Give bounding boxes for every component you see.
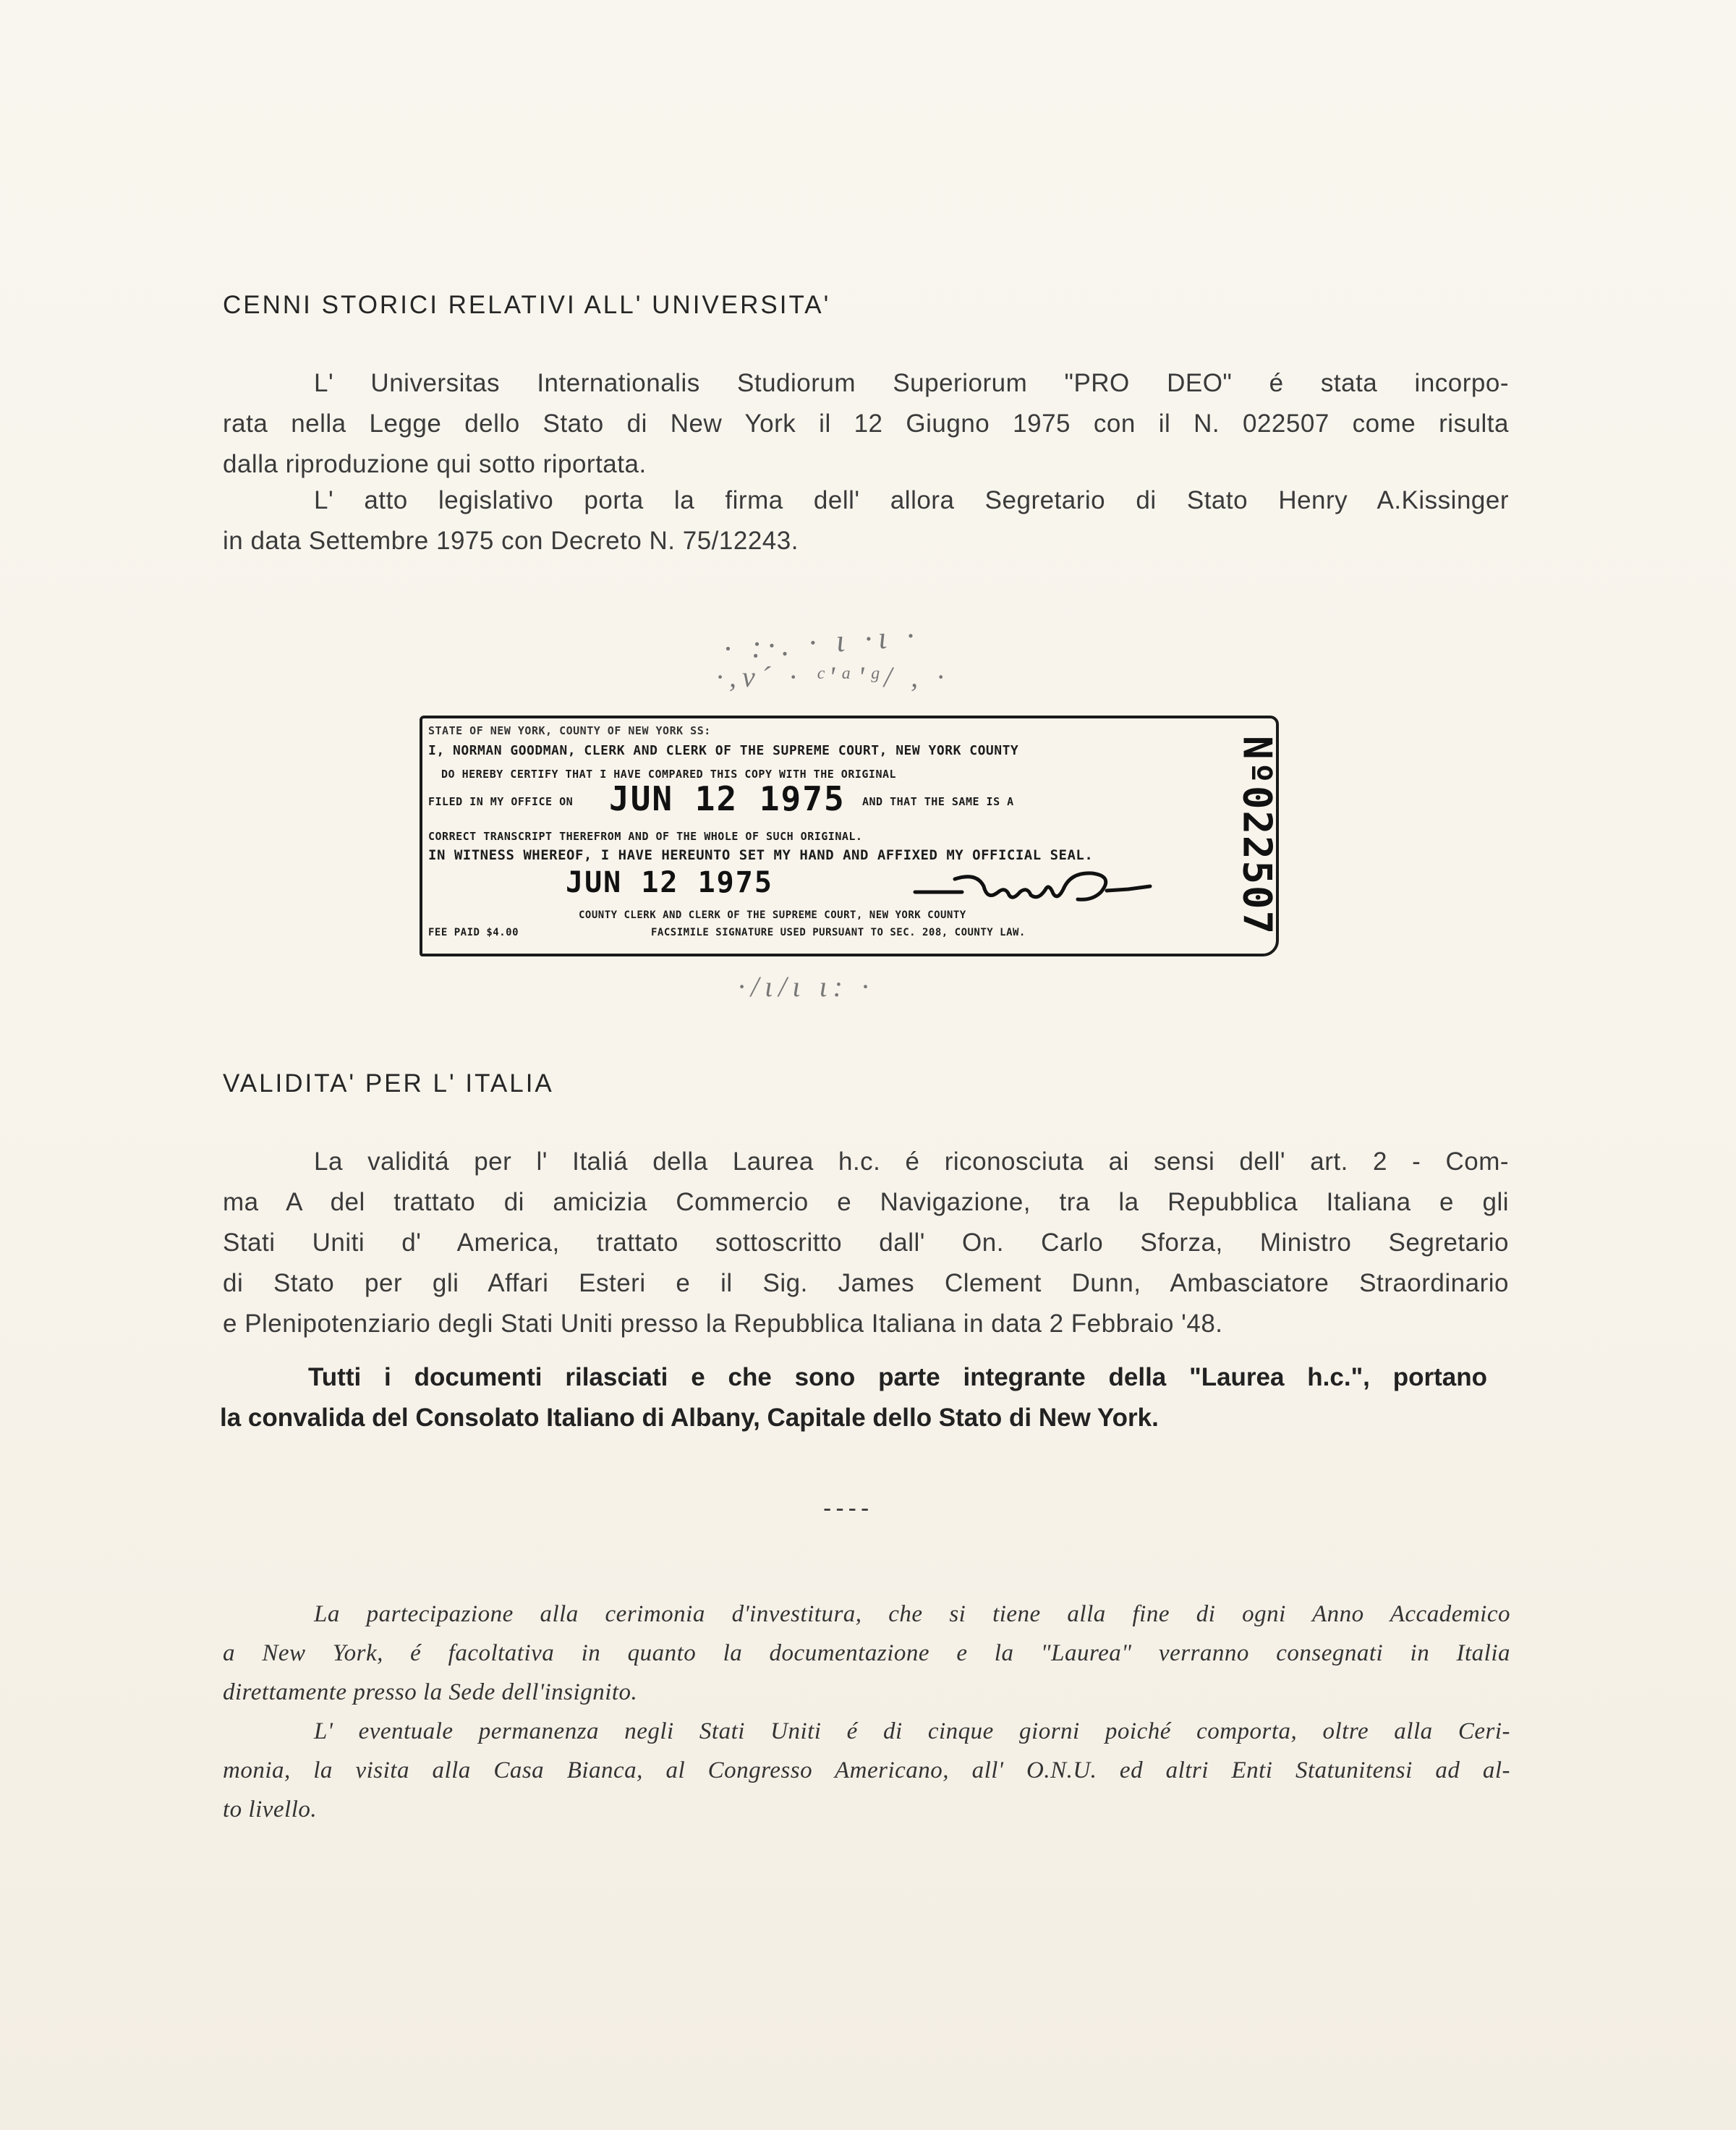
text-line: Stati Uniti d' America, trattato sottoscritto dall' On. Carlo Sforza, Ministro Segretario <box>223 1229 1509 1257</box>
certification-stamp <box>420 705 1280 962</box>
history-paragraph-2 <box>223 480 1509 561</box>
text-line: di Stato per gli Affari Esteri e il Sig. James Clement Dunn, Ambasciatore Straordinario <box>223 1269 1509 1297</box>
stamp-line-1: STATE OF NEW YORK, COUNTY OF NEW YORK SS: <box>428 724 711 737</box>
text-line: monia, la visita alla Casa Bianca, al Congresso Americano, all' O.N.U. ed altri Enti Statunitensi ad al- <box>223 1757 1510 1783</box>
text-line: ma A del trattato di amicizia Commercio e Navigazione, tra la Repubblica Italiana e gli <box>223 1188 1509 1216</box>
text-line: L' eventuale permanenza negli Stati Uniti é di cinque giorni poiché comporta, oltre alla Ceri- <box>314 1718 1510 1744</box>
consulate-validation-paragraph <box>220 1357 1487 1438</box>
stamp-fee: FEE PAID $4.00 <box>428 927 519 938</box>
validity-paragraph <box>223 1142 1509 1344</box>
stamp-line-4-post: AND THAT THE SAME IS A <box>862 795 1014 808</box>
stamp-line-6: IN WITNESS WHEREOF, I HAVE HEREUNTO SET MY HAND AND AFFIXED MY OFFICIAL SEAL. <box>428 847 1094 863</box>
text-line: Tutti i documenti rilasciati e che sono parte integrante della "Laurea h.c.", portano <box>308 1363 1487 1391</box>
stamp-registration-number: Nº022507 <box>1234 735 1280 936</box>
stamp-filed-date: JUN 12 1975 <box>609 779 846 818</box>
section-separator: ---- <box>823 1495 874 1522</box>
history-paragraph-1 <box>223 363 1509 485</box>
stamp-line-7: COUNTY CLERK AND CLERK OF THE SUPREME COURT, NEW YORK COUNTY <box>579 909 966 921</box>
stamp-line-3: DO HEREBY CERTIFY THAT I HAVE COMPARED THIS COPY WITH THE ORIGINAL <box>441 768 897 781</box>
section-heading-history: CENNI STORICI RELATIVI ALL' UNIVERSITA' <box>223 291 831 319</box>
text-line: e Plenipotenziario degli Stati Uniti presso la Repubblica Italiana in data 2 Febbraio '48. <box>223 1310 1223 1338</box>
text-line: rata nella Legge dello Stato di New York il 12 Giugno 1975 con il N. 022507 come risulta <box>223 410 1509 438</box>
text-line: la convalida del Consolato Italiano di Albany, Capitale dello Stato di New York. <box>220 1404 1159 1432</box>
section-heading-validity: VALIDITA' PER L' ITALIA <box>223 1069 554 1098</box>
text-line: La validitá per l' Italiá della Laurea h.c. é riconosciuta ai sensi dell' art. 2 - Com- <box>314 1147 1509 1176</box>
text-line: La partecipazione alla cerimonia d'investitura, che si tiene alla fine di ogni Anno Accademico <box>314 1601 1510 1627</box>
stamp-witness-date: JUN 12 1975 <box>566 866 773 899</box>
stamp-line-4-pre: FILED IN MY OFFICE ON <box>428 795 574 808</box>
ceremony-paragraph-1 <box>223 1595 1510 1712</box>
text-line: a New York, é facoltativa in quanto la documentazione e la "Laurea" verranno consegnati in Italia <box>223 1640 1510 1666</box>
embossed-seal-bottom: ·/ι/ι ι: · <box>738 970 875 1003</box>
text-line: direttamente presso la Sede dell'insignito. <box>223 1679 638 1705</box>
text-line: dalla riproduzione qui sotto riportata. <box>223 450 647 478</box>
embossed-seal-top: · :·. · ι ·ι · <box>722 617 922 667</box>
stamp-line-8: FACSIMILE SIGNATURE USED PURSUANT TO SEC. 208, COUNTY LAW. <box>651 927 1026 938</box>
text-line: to livello. <box>223 1796 318 1823</box>
stamp-line-2: I, NORMAN GOODMAN, CLERK AND CLERK OF THE SUPREME COURT, NEW YORK COUNTY <box>428 743 1019 758</box>
embossed-seal-top-2: ·,ν´ · ᶜ'ᵃ'ᵍ/ , · <box>716 661 950 693</box>
text-line: L' Universitas Internationalis Studiorum Superiorum "PRO DEO" é stata incorpo- <box>314 369 1509 397</box>
text-line: L' atto legislativo porta la firma dell' allora Segretario di Stato Henry A.Kissinger <box>314 486 1509 514</box>
ceremony-paragraph-2 <box>223 1712 1510 1829</box>
stamp-line-5: CORRECT TRANSCRIPT THEREFROM AND OF THE WHOLE OF SUCH ORIGINAL. <box>428 830 863 843</box>
text-line: in data Settembre 1975 con Decreto N. 75/12243. <box>223 527 799 555</box>
